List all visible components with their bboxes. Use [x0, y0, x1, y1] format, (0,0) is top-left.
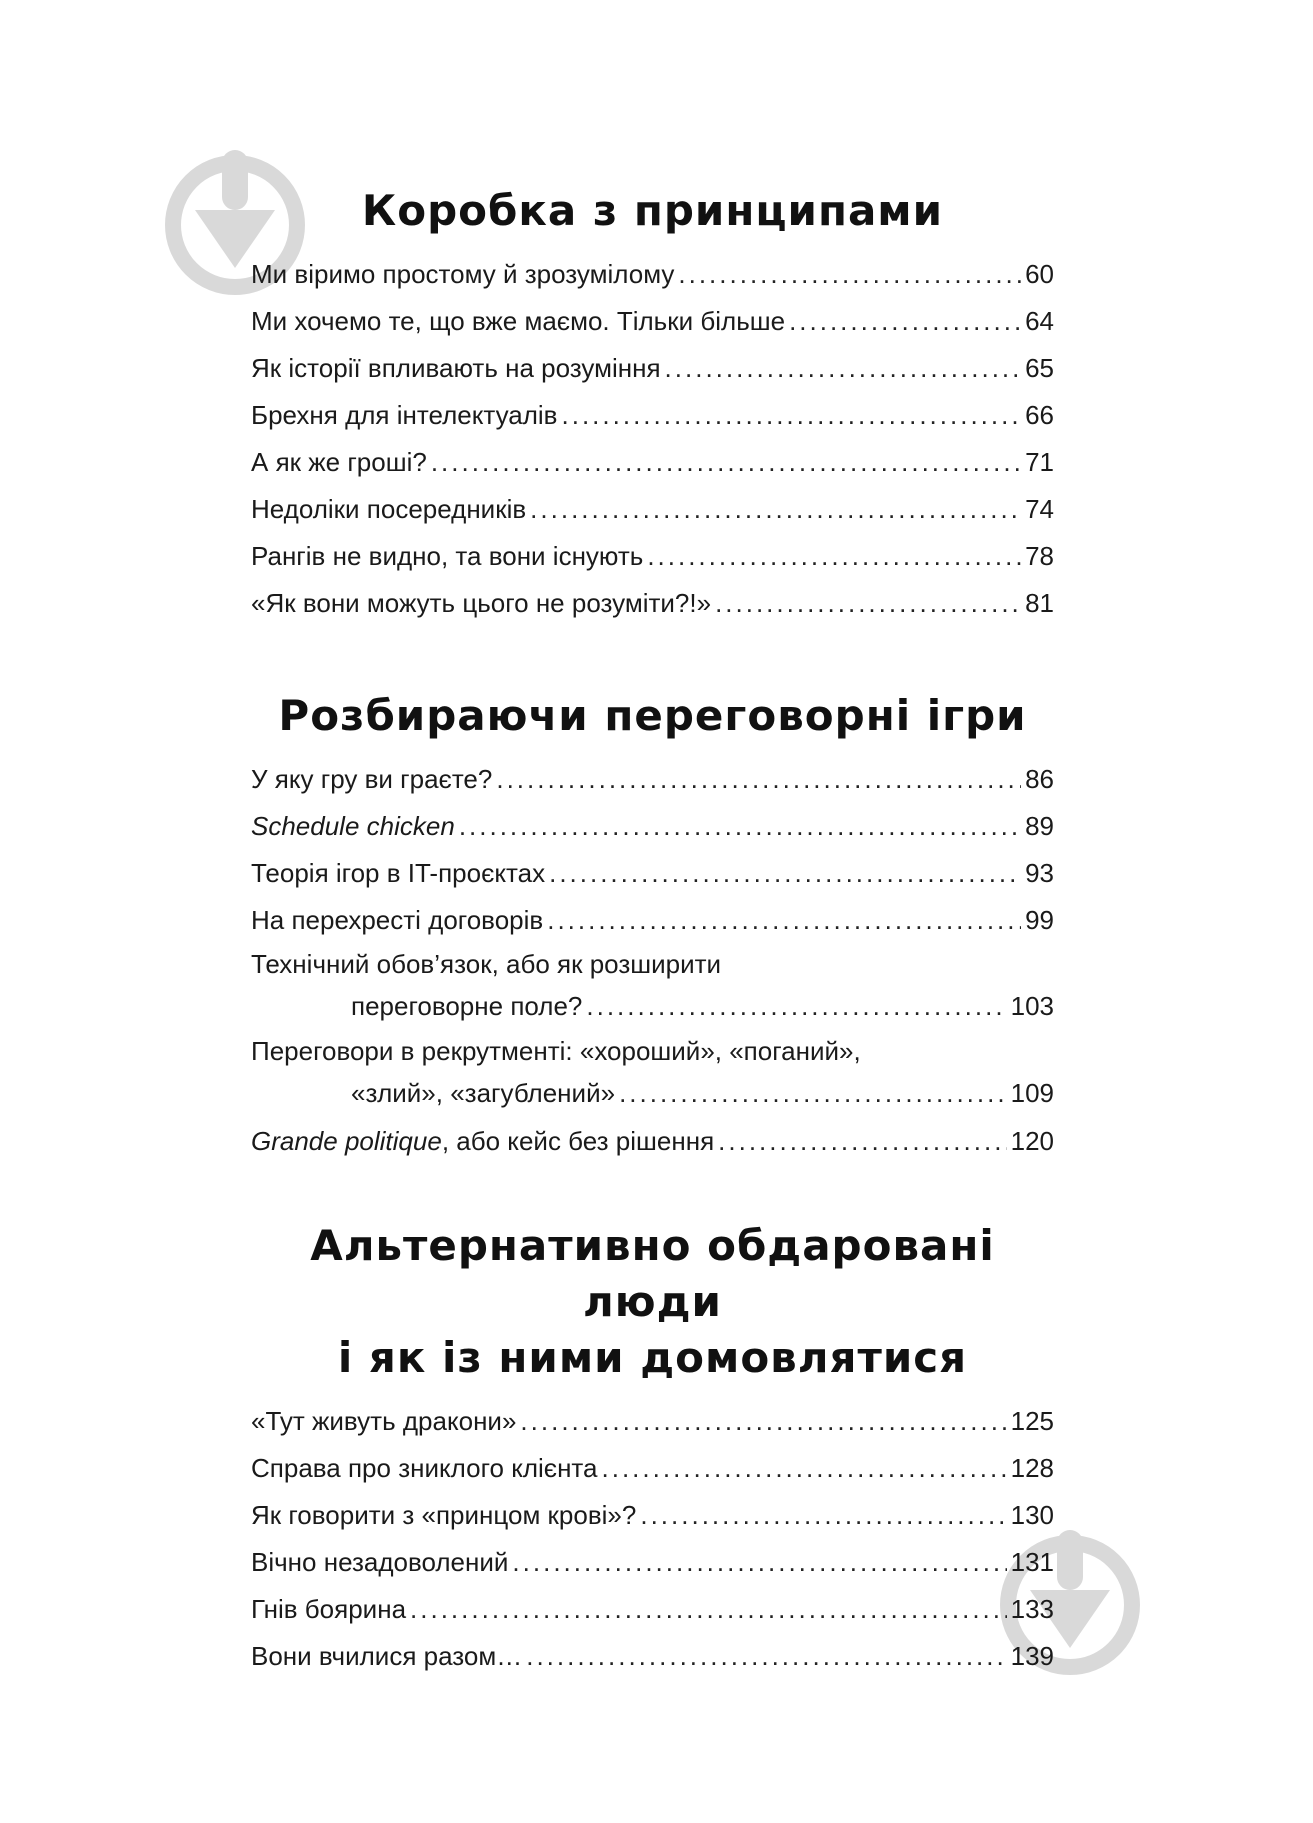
- section-title: [251, 1218, 1054, 1386]
- toc-entry[interactable]: [251, 1031, 1054, 1118]
- toc-entry[interactable]: [251, 1492, 1054, 1539]
- toc-page-number: 60: [1025, 259, 1054, 289]
- section-title-line: Розбираючи переговорні ігри: [278, 691, 1027, 740]
- toc-entry-title: Вони вчилися разом…: [251, 1641, 523, 1671]
- dot-leader: [496, 756, 1021, 803]
- toc-entry[interactable]: [251, 533, 1054, 580]
- toc-page-number: 89: [1025, 811, 1054, 841]
- toc-entry-title-italic: Grande politique: [251, 1126, 442, 1156]
- dot-leader: [512, 1539, 1006, 1586]
- toc-entry-title: Справа про зниклого клієнта: [251, 1453, 598, 1483]
- toc-entry[interactable]: [251, 486, 1054, 533]
- toc-page-number: 125: [1010, 1406, 1054, 1436]
- dot-leader: [640, 1492, 1006, 1539]
- toc-page-number: 120: [1010, 1126, 1054, 1156]
- dot-leader: [547, 897, 1021, 944]
- toc-page-number: 133: [1010, 1594, 1054, 1624]
- dot-leader: [647, 533, 1021, 580]
- toc-entry-title-continued: переговорне поле?: [351, 991, 583, 1021]
- dot-leader: [459, 803, 1021, 850]
- section-title-line: Коробка з принципами: [361, 186, 944, 235]
- toc-entry-title: Недоліки посередників: [251, 494, 527, 524]
- toc-page-number: 64: [1025, 306, 1054, 336]
- toc-entry[interactable]: [251, 580, 1054, 627]
- toc-entry-title: [251, 1118, 714, 1165]
- toc-entry-title: А як же гроші?: [251, 447, 427, 477]
- toc-list: [251, 756, 1054, 1165]
- section-title: [251, 183, 1054, 239]
- toc-entry-continuation: [251, 1071, 1054, 1118]
- dot-leader: [562, 392, 1022, 439]
- toc-page-number: 78: [1025, 541, 1054, 571]
- dot-leader: [678, 251, 1021, 298]
- toc-entry[interactable]: [251, 439, 1054, 486]
- dot-leader: [520, 1398, 1006, 1445]
- toc-page-number: 139: [1010, 1641, 1054, 1671]
- toc-entry-title: Технічний обов’язок, або як розширити: [251, 949, 722, 979]
- toc-entry[interactable]: [251, 756, 1054, 803]
- toc-page-number: 93: [1025, 858, 1054, 888]
- section-title-line: Альтернативно обдаровані люди: [310, 1221, 995, 1326]
- toc-entry-title: Теорія ігор в IT-проєктах: [251, 858, 546, 888]
- toc-entry-title: Як говорити з «принцом крові»?: [251, 1500, 637, 1530]
- toc-entry[interactable]: [251, 1118, 1054, 1165]
- toc-page-number: 128: [1010, 1453, 1054, 1483]
- toc-entry-title: Вічно незадоволений: [251, 1547, 509, 1577]
- toc-section: [251, 688, 1054, 1165]
- toc-entry-title-continued: «злий», «загублений»: [351, 1078, 616, 1108]
- toc-entry-title-rest: , або кейс без рішення: [441, 1126, 715, 1156]
- toc-entry[interactable]: [251, 1445, 1054, 1492]
- toc-entry-continuation: [251, 984, 1054, 1031]
- dot-leader: [586, 984, 1006, 1028]
- toc-entry-title: «Тут живуть дракони»: [251, 1406, 517, 1436]
- toc-entry[interactable]: [251, 1633, 1054, 1680]
- toc-entry[interactable]: [251, 897, 1054, 944]
- toc-entry[interactable]: [251, 944, 1054, 1031]
- toc-entry[interactable]: [251, 345, 1054, 392]
- toc-entry-title: Рангів не видно, та вони існують: [251, 541, 644, 571]
- toc-entry[interactable]: [251, 1398, 1054, 1445]
- toc-page-number: 131: [1010, 1547, 1054, 1577]
- toc-entry[interactable]: [251, 1586, 1054, 1633]
- toc-entry[interactable]: [251, 392, 1054, 439]
- toc-entry-title: У яку гру ви граєте?: [251, 764, 493, 794]
- dot-leader: [789, 298, 1021, 345]
- dot-leader: [549, 850, 1021, 897]
- toc-list: [251, 251, 1054, 627]
- toc-page-number: 65: [1025, 353, 1054, 383]
- toc-page-number: 81: [1025, 588, 1054, 618]
- toc-entry-title: Переговори в рекрутменті: «хороший», «поганий»,: [251, 1036, 861, 1066]
- toc-entry-title: Брехня для інтелектуалів: [251, 400, 558, 430]
- toc-entry-title: Ми хочемо те, що вже маємо. Тільки більше: [251, 306, 786, 336]
- toc-list: [251, 1398, 1054, 1680]
- toc-page-number: 103: [1010, 991, 1054, 1021]
- dot-leader: [619, 1071, 1007, 1115]
- toc-entry[interactable]: [251, 251, 1054, 298]
- toc-entry-title: На перехресті договорів: [251, 905, 544, 935]
- toc-page-number: 71: [1025, 447, 1054, 477]
- toc-page-number: 66: [1025, 400, 1054, 430]
- toc-page-number: 130: [1010, 1500, 1054, 1530]
- dot-leader: [602, 1445, 1007, 1492]
- section-title-line: і як із ними домовлятися: [337, 1333, 968, 1382]
- toc-entry-title: Ми віримо простому й зрозумілому: [251, 259, 675, 289]
- toc-entry-title: Як історії впливають на розуміння: [251, 353, 661, 383]
- dot-leader: [410, 1586, 1007, 1633]
- toc-entry-title: «Як вони можуть цього не розуміти?!»: [251, 588, 712, 618]
- toc-page-number: 109: [1010, 1078, 1054, 1108]
- toc-entry[interactable]: [251, 1539, 1054, 1586]
- toc-section: [251, 1218, 1054, 1680]
- toc-entry[interactable]: [251, 803, 1054, 850]
- toc-page-number: 74: [1025, 494, 1054, 524]
- dot-leader: [526, 1633, 1006, 1680]
- dot-leader: [431, 439, 1021, 486]
- toc-section: [251, 183, 1054, 627]
- toc-page-number: 86: [1025, 764, 1054, 794]
- section-title: [251, 688, 1054, 744]
- dot-leader: [665, 345, 1022, 392]
- toc-entry-title: Schedule chicken: [251, 811, 455, 841]
- toc-page-number: 99: [1025, 905, 1054, 935]
- dot-leader: [715, 580, 1021, 627]
- toc-entry[interactable]: [251, 850, 1054, 897]
- toc-entry-title: Гнів боярина: [251, 1594, 407, 1624]
- toc-entry[interactable]: [251, 298, 1054, 345]
- dot-leader: [718, 1118, 1006, 1165]
- dot-leader: [530, 486, 1021, 533]
